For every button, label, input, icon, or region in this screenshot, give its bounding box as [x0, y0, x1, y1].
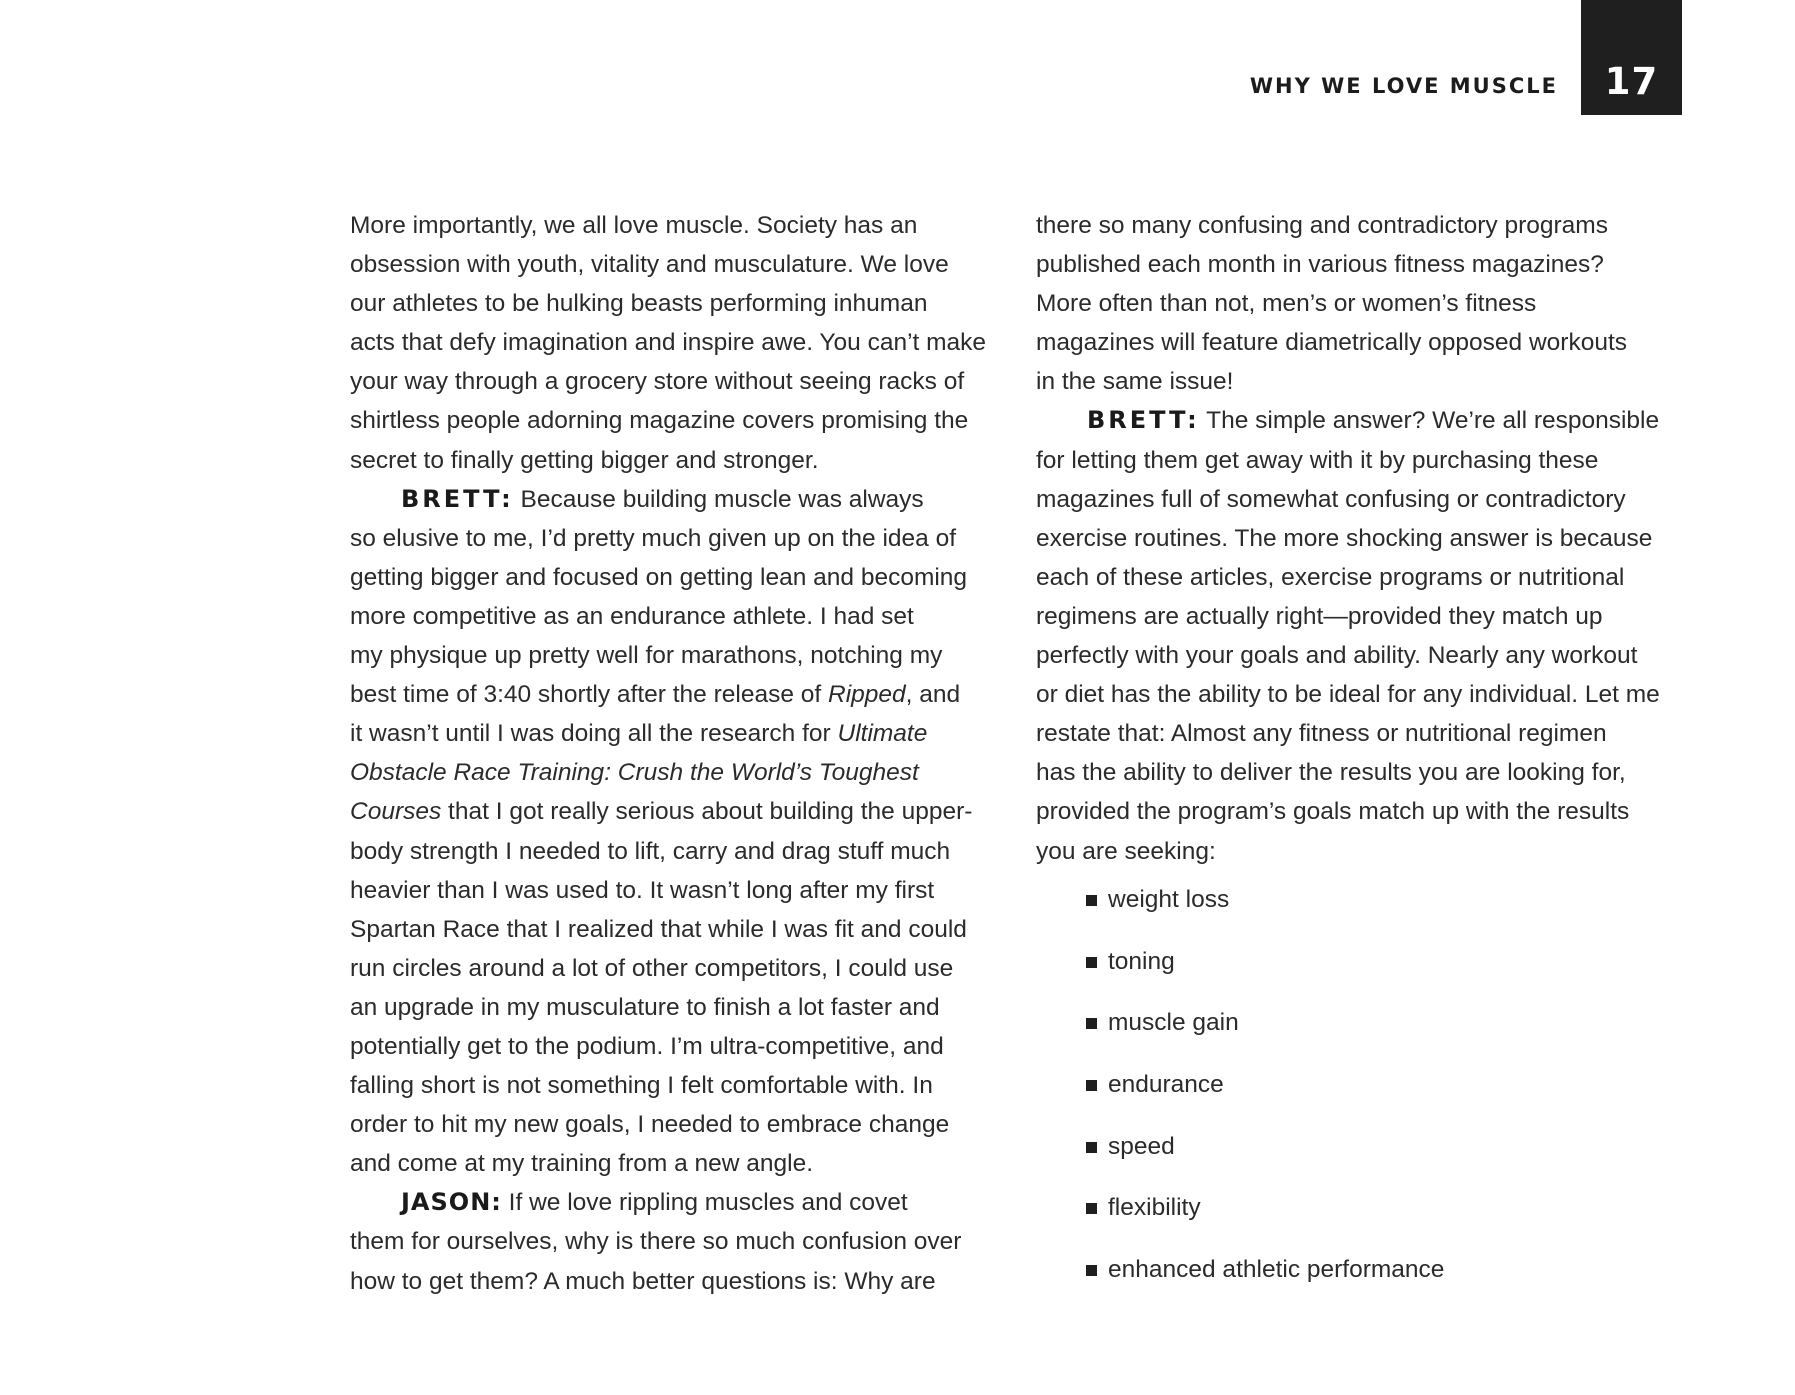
- text-line: Spartan Race that I realized that while I was fit and could: [350, 915, 967, 943]
- list-item-text: flexibility: [1108, 1194, 1201, 1222]
- list-item-text: endurance: [1108, 1071, 1224, 1099]
- text-line: restate that: Almost any fitness or nutritional regimen: [1036, 720, 1607, 748]
- list-item-text: weight loss: [1108, 886, 1230, 913]
- text-line: there so many confusing and contradictory programs: [1036, 212, 1608, 239]
- text-line: or diet has the ability to be ideal for any individual. Let me: [1036, 681, 1660, 709]
- right-column: [1036, 206, 1686, 871]
- list-item-text: muscle gain: [1108, 1009, 1239, 1037]
- square-bullet-icon: [1086, 895, 1097, 906]
- paragraph-start: [350, 1183, 1010, 1222]
- text-line: in the same issue!: [1036, 368, 1234, 396]
- square-bullet-icon: [1086, 1203, 1097, 1214]
- square-bullet-icon: [1086, 1142, 1097, 1153]
- text-line: your way through a grocery store without seeing racks of: [350, 368, 965, 396]
- book-title: Obstacle Race Training: Crush the World’s Toughest: [350, 759, 919, 787]
- speaker-label: BRETT:: [401, 484, 514, 513]
- text-line: so elusive to me, I’d pretty much given up on the idea of: [350, 524, 957, 552]
- text-line: has the ability to deliver the results you are looking for,: [1036, 759, 1626, 787]
- list-item: [1086, 880, 1444, 942]
- text-run: If we love rippling muscles and covet: [501, 1189, 908, 1217]
- text-line: [350, 753, 1010, 792]
- text-run: best time of 3:40 shortly after the release of: [350, 681, 829, 709]
- text-run: Because building muscle was always: [513, 485, 924, 513]
- text-line: provided the program’s goals match up with the results: [1036, 798, 1630, 826]
- text-line: heavier than I was used to. It wasn’t long after my first: [350, 876, 935, 904]
- book-title: Courses: [350, 798, 442, 826]
- list-item: [1086, 1003, 1444, 1065]
- text-run: that I got really serious about building the upper-: [441, 798, 973, 826]
- left-column: [350, 206, 1010, 1301]
- text-line: More often than not, men’s or women’s fitness: [1036, 290, 1537, 318]
- text-run: The simple answer? We’re all responsible: [1199, 407, 1660, 435]
- text-line: an upgrade in my musculature to finish a lot faster and: [350, 993, 940, 1021]
- text-line: and come at my training from a new angle.: [350, 1150, 814, 1178]
- paragraph-start: [1036, 401, 1686, 440]
- text-line: for letting them get away with it by purchasing these: [1036, 446, 1599, 474]
- text-line: more competitive as an endurance athlete. I had set: [350, 602, 914, 630]
- text-line: my physique up pretty well for marathons, notching my: [350, 642, 943, 670]
- text-run: it wasn’t until I was doing all the research for: [350, 720, 838, 748]
- speaker-label: JASON:: [401, 1188, 502, 1217]
- text-line: falling short is not something I felt comfortable with. In: [350, 1072, 933, 1100]
- list-item: [1086, 1188, 1444, 1250]
- square-bullet-icon: [1086, 1080, 1097, 1091]
- text-line: you are seeking:: [1036, 837, 1216, 865]
- square-bullet-icon: [1086, 1265, 1097, 1276]
- text-line: secret to finally getting bigger and stronger.: [350, 446, 819, 474]
- square-bullet-icon: [1086, 1018, 1097, 1029]
- speaker-label: BRETT:: [1087, 406, 1200, 435]
- text-line: shirtless people adorning magazine covers promising the: [350, 407, 969, 435]
- text-line: magazines full of somewhat confusing or contradictory: [1036, 485, 1626, 513]
- text-line: [350, 675, 1010, 714]
- text-line: how to get them? A much better questions is: Why are: [350, 1267, 936, 1295]
- text-line: perfectly with your goals and ability. Nearly any workout: [1036, 642, 1638, 670]
- text-line: potentially get to the podium. I’m ultra-competitive, and: [350, 1032, 944, 1060]
- text-line: [350, 714, 1010, 753]
- text-line: each of these articles, exercise programs or nutritional: [1036, 563, 1625, 591]
- text-line: our athletes to be hulking beasts performing inhuman: [350, 290, 928, 318]
- square-bullet-icon: [1086, 957, 1097, 968]
- text-line: getting bigger and focused on getting lean and becoming: [350, 563, 968, 591]
- running-head: WHY WE LOVE MUSCLE: [1249, 74, 1558, 98]
- text-line: magazines will feature diametrically opposed workouts: [1036, 329, 1628, 357]
- text-line: More importantly, we all love muscle. Society has an: [350, 212, 918, 239]
- text-line: body strength I needed to lift, carry and drag stuff much: [350, 837, 951, 865]
- list-item-text: enhanced athletic performance: [1108, 1256, 1445, 1284]
- page-number-tab: [1581, 0, 1682, 115]
- list-item-text: toning: [1108, 947, 1175, 975]
- book-title: Ripped: [828, 681, 906, 709]
- list-item: [1086, 942, 1444, 1004]
- list-item-text: speed: [1108, 1132, 1175, 1160]
- paragraph-start: [350, 480, 1010, 519]
- text-line: exercise routines. The more shocking answer is because: [1036, 524, 1653, 552]
- text-line: regimens are actually right—provided they match up: [1036, 602, 1603, 630]
- page-number: 17: [1604, 60, 1659, 103]
- text-line: [350, 792, 1010, 831]
- list-item: [1086, 1250, 1444, 1312]
- text-line: them for ourselves, why is there so much confusion over: [350, 1228, 962, 1256]
- text-line: acts that defy imagination and inspire awe. You can’t make: [350, 329, 987, 357]
- book-title: Ultimate: [837, 720, 928, 748]
- text-line: order to hit my new goals, I needed to embrace change: [350, 1111, 950, 1139]
- text-line: run circles around a lot of other competitors, I could use: [350, 954, 954, 982]
- text-line: obsession with youth, vitality and musculature. We love: [350, 251, 949, 279]
- list-item: [1086, 1127, 1444, 1189]
- list-item: [1086, 1065, 1444, 1127]
- text-run: , and: [905, 681, 961, 709]
- text-line: published each month in various fitness magazines?: [1036, 251, 1604, 279]
- goals-bullet-list: [1086, 880, 1444, 1312]
